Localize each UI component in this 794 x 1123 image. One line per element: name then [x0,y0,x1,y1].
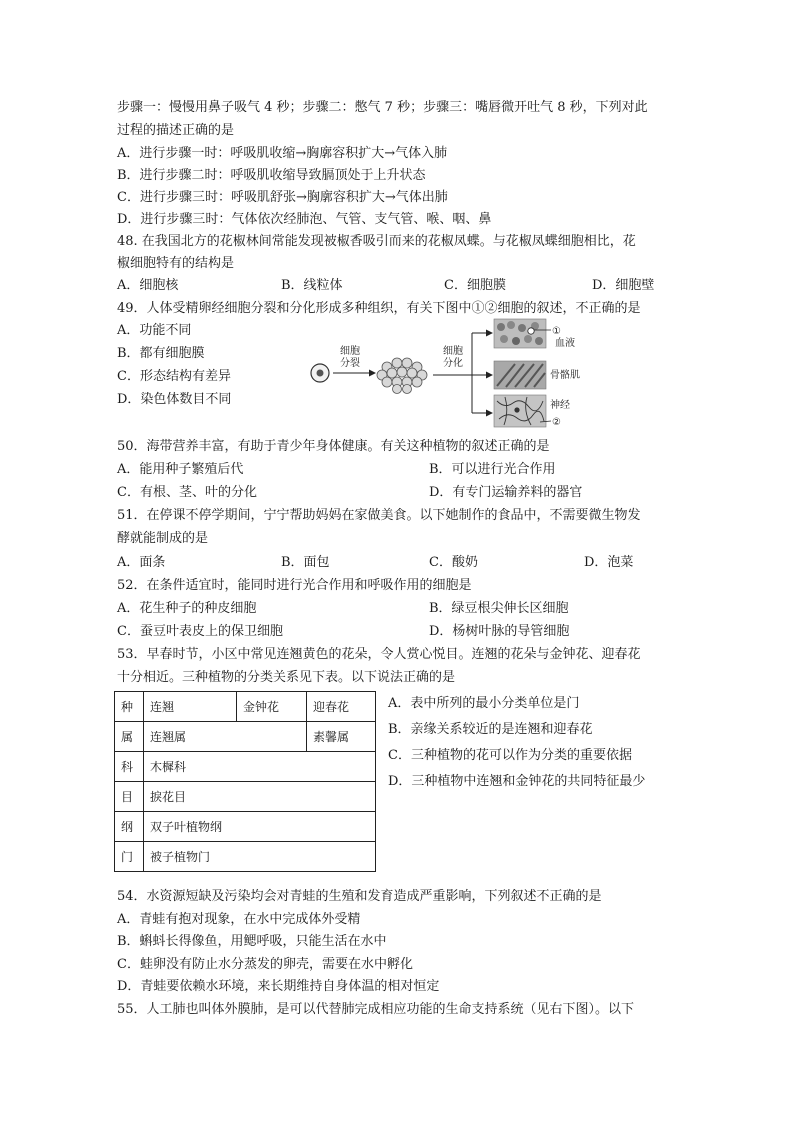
q49-option-c: C．形态结构有差异 [117,369,231,384]
q47-option-d: D．进行步骤三时：气体依次经肺泡、气管、支气管、喉、咽、鼻 [117,212,492,227]
q52-option-c: C．蚕豆叶表皮上的保卫细胞 [117,624,283,639]
q50-option-b: B．可以进行光合作用 [429,462,556,477]
q55-stem: 55．人工肺也叫体外膜肺，是可以代替肺完成相应功能的生命支持系统（见右下图）。以下 [117,1002,635,1017]
q48-option-c: C．细胞膜 [444,278,506,293]
q49-stem: 49．人体受精卵经细胞分裂和分化形成多种组织，有关下图中①②细胞的叙述，不正确的是 [117,301,641,316]
phylum-value: 被子植物门 [144,842,376,872]
figure-label-blood: 血液 [555,338,575,349]
table-row [115,692,376,722]
q48-option-b: B．线粒体 [281,278,343,293]
q47-option-a: A．进行步骤一时：呼吸肌收缩→胸廓容积扩大→气体入肺 [117,146,448,161]
q47-option-c: C．进行步骤三时：呼吸肌舒张→胸廓容积扩大→气体出肺 [117,190,448,205]
rank-phylum: 门 [115,842,144,872]
q53-stem-line2: 十分相近。三种植物的分类关系见下表。以下说法正确的是 [117,670,456,685]
q47-option-b: B．进行步骤二时：呼吸肌收缩导致膈顶处于上升状态 [117,168,426,183]
q54-stem: 54．水资源短缺及污染均会对青蛙的生殖和发育造成严重影响，下列叙述不正确的是 [117,889,602,904]
q54-option-a: A．青蛙有抱对现象，在水中完成体外受精 [117,912,361,927]
family-value: 木樨科 [144,752,376,782]
class-value: 双子叶植物纲 [144,812,376,842]
differentiation-label-2: 分化 [443,358,463,369]
skeletal-muscle-image [494,361,546,389]
q51-stem-line2: 酵就能制成的是 [117,531,209,546]
q52-stem: 52．在条件适宜时，能同时进行光合作用和呼吸作用的细胞是 [117,578,472,593]
rank-order: 目 [115,782,144,812]
table-row [115,782,376,812]
species-lianqiao: 连翘 [144,692,237,722]
nerve-tissue-image [494,395,546,427]
cell-cluster [377,358,427,394]
q52-option-b: B．绿豆根尖伸长区细胞 [429,601,569,616]
q54-option-c: C．蛙卵没有防止水分蒸发的卵壳，需要在水中孵化 [117,957,413,972]
q51-option-b: B．面包 [281,555,330,570]
fertilized-egg [311,364,329,382]
figure-label-muscle: 骨骼肌 [550,370,580,381]
q48-stem-line2: 椒细胞特有的结构是 [117,256,235,271]
order-value: 捩花目 [144,782,376,812]
division-label-2: 分裂 [340,358,360,369]
q48-stem-line1: 48. 在我国北方的花椒林间常能发现被椒香吸引而来的花椒凤蝶。与花椒凤蝶细胞相比，花 [117,234,636,249]
q54-option-d: D．青蛙要依赖水环境，来长期维持自身体温的相对恒定 [117,979,440,994]
q51-stem-line1: 51．在停课不停学期间，宁宁帮助妈妈在家做美食。以下她制作的食品中，不需要微生物发 [117,508,641,523]
q53-option-a: A．表中所列的最小分类单位是门 [388,696,580,711]
q49-option-b: B．都有细胞膜 [117,346,205,361]
q50-option-a: A．能用种子繁殖后代 [117,462,244,477]
table-row [115,842,376,872]
q47-stem-line2: 过程的描述正确的是 [117,123,235,138]
q49-option-d: D．染色体数目不同 [117,392,232,407]
q53-option-b: B．亲缘关系较近的是连翘和迎春花 [388,722,593,737]
table-row [115,812,376,842]
cell-differentiation-figure [305,317,595,429]
rank-genus: 属 [115,722,144,752]
q51-option-d: D．泡菜 [584,555,634,570]
q50-option-d: D．有专门运输养料的器官 [429,485,583,500]
q49-option-a: A．功能不同 [117,323,192,338]
q53-option-d: D．三种植物中连翘和金钟花的共同特征最少 [388,774,646,789]
q53-option-c: C．三种植物的花可以作为分类的重要依据 [388,748,632,763]
q50-stem: 50．海带营养丰富，有助于青少年身体健康。有关这种植物的叙述正确的是 [117,439,550,454]
figure-mark-1: ① [552,326,561,337]
q47-stem-line1: 步骤一：慢慢用鼻子吸气 4 秒；步骤二：憋气 7 秒；步骤三：嘴唇微开吐气 8 秒，下列对此 [117,100,648,115]
q50-option-c: C．有根、茎、叶的分化 [117,485,257,500]
table-row [115,752,376,782]
classification-table [114,691,376,872]
table-row [115,722,376,752]
blood-tissue-image [494,319,546,348]
species-jinzhonghua: 金钟花 [237,692,307,722]
division-label-1: 细胞 [340,346,360,357]
q48-option-d: D．细胞壁 [592,278,655,293]
q51-option-c: C．酸奶 [429,555,478,570]
genus-suxin: 素馨属 [307,722,376,752]
q51-option-a: A．面条 [117,555,166,570]
q54-option-b: B．蝌蚪长得像鱼，用鳃呼吸，只能生活在水中 [117,934,387,949]
rank-class: 纲 [115,812,144,842]
rank-family: 科 [115,752,144,782]
rank-species: 种 [115,692,144,722]
differentiation-label-1: 细胞 [443,346,463,357]
q48-option-a: A．细胞核 [117,278,179,293]
genus-lianqiao: 连翘属 [144,722,307,752]
q52-option-a: A．花生种子的种皮细胞 [117,601,257,616]
q52-option-d: D．杨树叶脉的导管细胞 [429,624,570,639]
q53-stem-line1: 53．早春时节，小区中常见连翘黄色的花朵，令人赏心悦目。连翘的花朵与金钟花、迎春花 [117,647,641,662]
species-yingchunhua: 迎春花 [307,692,376,722]
figure-label-nerve: 神经 [550,400,570,411]
figure-mark-2: ② [552,417,561,428]
